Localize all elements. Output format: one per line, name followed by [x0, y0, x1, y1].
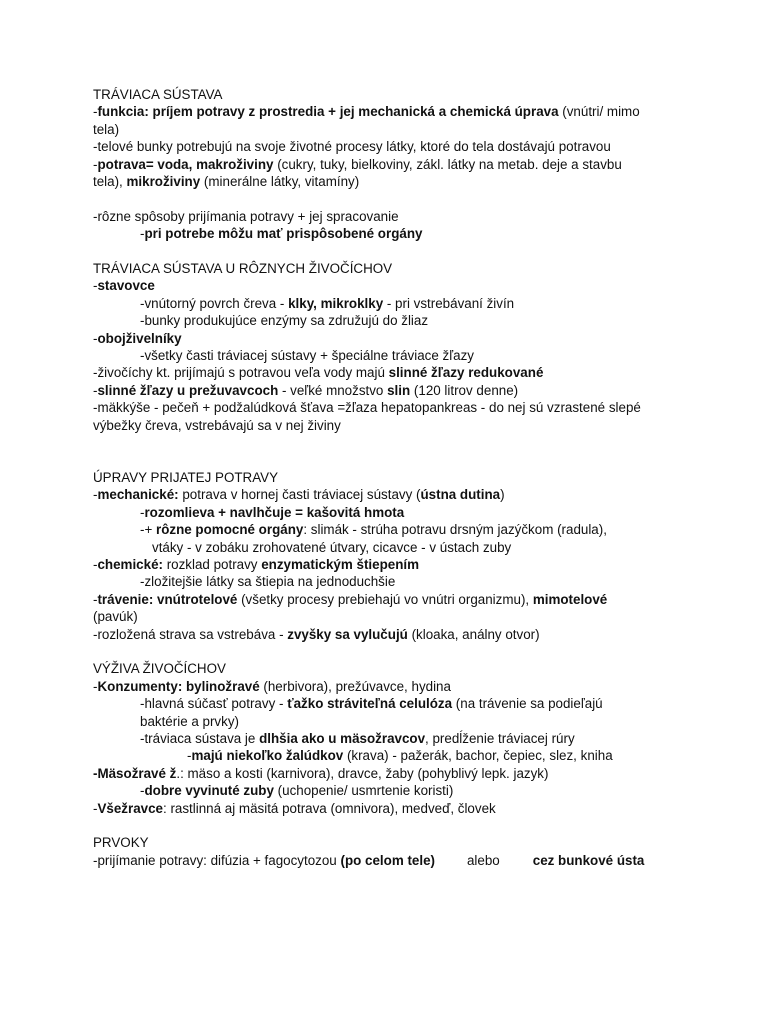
- text-line: -mäkkýše - pečeň + podžalúdková šťava =žľaza hepatopankreas - do nej sú vzrastené slepé: [93, 400, 641, 416]
- text-line: -dobre vyvinuté zuby (uchopenie/ usmrtenie koristi): [140, 783, 454, 799]
- text-line: -Mäsožravé ž.: mäso a kosti (karnivora), dravce, žaby (pohyblivý lepk. jazyk): [93, 765, 549, 781]
- section-heading: PRVOKY: [93, 835, 149, 851]
- text-line: -slinné žľazy u prežuvavcoch - veľké množstvo slin (120 litrov denne): [93, 382, 519, 398]
- document-body: [93, 86, 683, 869]
- text-line: -prijímanie potravy: difúzia + fagocytozou (po celom tele) alebo cez bunkové ústa: [93, 852, 645, 868]
- text-line: výbežky čreva, vstrebávajú sa v nej živiny: [93, 417, 341, 433]
- text-line: -vnútorný povrch čreva - klky, mikroklky - pri vstrebávaní živín: [140, 295, 515, 311]
- text-line: -telové bunky potrebujú na svoje životné procesy látky, ktoré do tela dostávajú potravou: [93, 139, 611, 155]
- text-line: -rozomlieva + navlhčuje = kašovitá hmota: [140, 504, 405, 520]
- text-line: -tráviaca sústava je dlhšia ako u mäsožravcov, predĺženie tráviacej rúry: [140, 730, 575, 746]
- text-line: -obojživelníky: [93, 330, 182, 346]
- text-line: -hlavná súčasť potravy - ťažko stráviteľná celulóza (na trávenie sa podieľajú: [140, 696, 603, 712]
- text-line: -bunky produkujúce enzýmy sa združujú do žliaz: [140, 313, 429, 329]
- text-line: -Všežravce: rastlinná aj mäsitá potrava (omnivora), medveď, človek: [93, 800, 496, 816]
- text-line: vtáky - v zobáku zrohovatené útvary, cicavce - v ústach zuby: [152, 539, 512, 555]
- section-heading: ÚPRAVY PRIJATEJ POTRAVY: [93, 469, 279, 485]
- text-line: -všetky časti tráviacej sústavy + špeciálne tráviace žľazy: [140, 348, 474, 364]
- section-heading: VÝŽIVA ŽIVOČÍCHOV: [93, 661, 226, 677]
- text-line: -stavovce: [93, 278, 155, 294]
- text-line: -pri potrebe môžu mať prispôsobené orgány: [140, 226, 423, 242]
- section-heading: TRÁVIACA SÚSTAVA: [93, 87, 223, 102]
- text-line: -chemické: rozklad potravy enzymatickým štiepením: [93, 556, 420, 572]
- section-heading: TRÁVIACA SÚSTAVA U RÔZNYCH ŽIVOČÍCHOV: [93, 261, 393, 277]
- text-line: -zložitejšie látky sa štiepia na jednoduchšie: [140, 574, 396, 590]
- text-line: -potrava= voda, makroživiny (cukry, tuky, bielkoviny, zákl. látky na metab. deje a stavbu: [93, 156, 622, 172]
- text-line: tela): [93, 121, 120, 137]
- text-line: -trávenie: vnútrotelové (všetky procesy prebiehajú vo vnútri organizmu), mimotelové: [93, 591, 608, 607]
- text-line: tela), mikroživiny (minerálne látky, vitamíny): [93, 174, 360, 190]
- text-line: -živočíchy kt. prijímajú s potravou veľa vody majú slinné žľazy redukované: [93, 365, 544, 381]
- text-line: -+ rôzne pomocné orgány: slimák - strúha potravu drsným jazýčkom (radula),: [140, 522, 607, 538]
- text-line: -Konzumenty: bylinožravé (herbivora), prežúvavce, hydina: [93, 678, 451, 694]
- text-line: -rôzne spôsoby prijímania potravy + jej spracovanie: [93, 208, 399, 224]
- text-line: (pavúk): [93, 609, 138, 625]
- text-line: baktérie a prvky): [140, 713, 239, 729]
- text-line: -rozložená strava sa vstrebáva - zvyšky sa vylučujú (kloaka, análny otvor): [93, 626, 540, 642]
- text-line: -funkcia: príjem potravy z prostredia + jej mechanická a chemická úprava (vnútri/ mimo: [93, 104, 640, 120]
- text-line: -mechanické: potrava v hornej časti tráviacej sústavy (ústna dutina): [93, 487, 505, 503]
- text-line: -majú niekoľko žalúdkov (krava) - pažerák, bachor, čepiec, slez, kniha: [187, 748, 613, 764]
